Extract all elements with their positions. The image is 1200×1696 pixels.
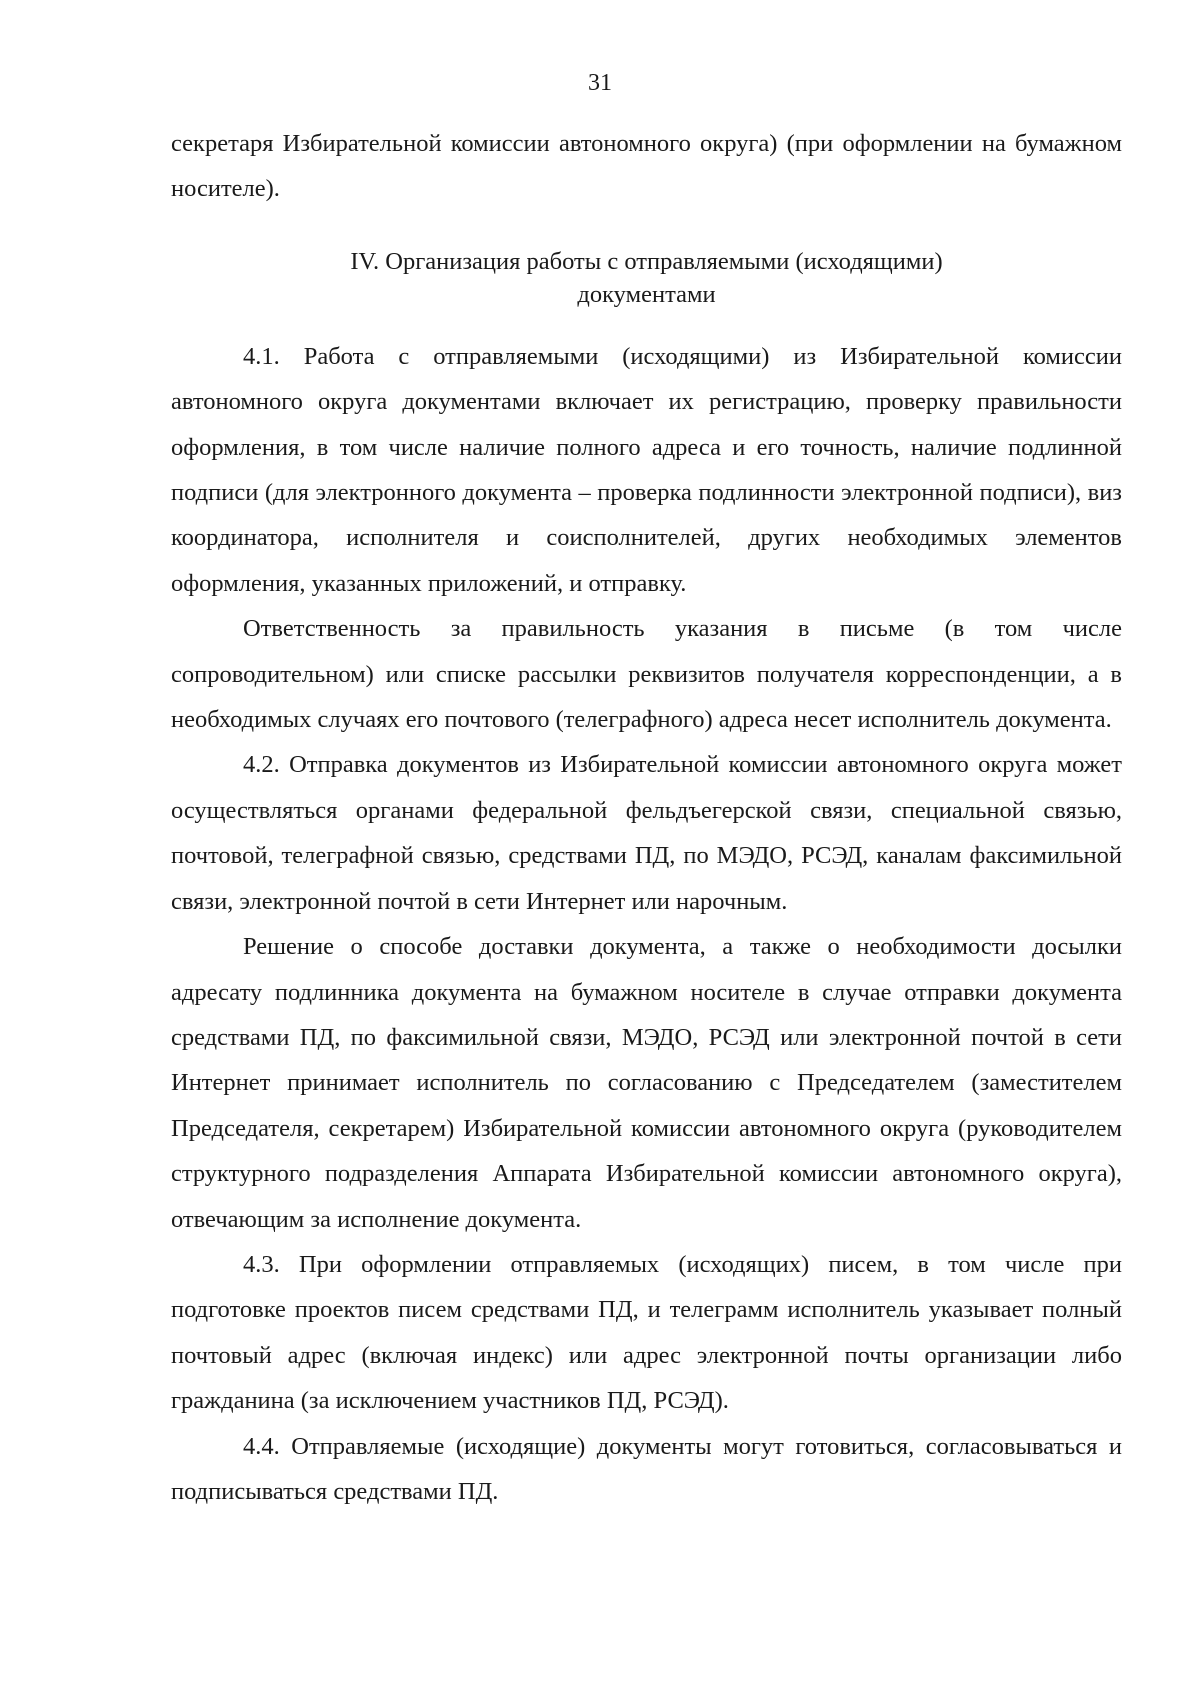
document-body — [171, 121, 1122, 1514]
page-number: 31 — [588, 70, 612, 96]
paragraph-4-3: 4.3. При оформлении отправляемых (исходящих) писем, в том числе при подготовке проектов писем средствами ПД, и телеграмм исполнитель указывает полный почтовый адрес (включая индекс) или адрес электронной почты организации либо гражданина (за исключением участников ПД, РСЭД). — [171, 1250, 1122, 1415]
paragraph-responsibility: Ответственность за правильность указания в письме (в том числе сопроводительном) или списке рассылки реквизитов получателя корреспонденции, а в необходимых случаях его почтового (телеграфного) адреса несет исполнитель документа. — [171, 615, 1122, 734]
section-heading — [171, 245, 1122, 311]
section-heading-line-1: IV. Организация работы с отправляемыми (исходящими) — [350, 247, 943, 275]
paragraph-continuation: секретаря Избирательной комиссии автономного округа) (при оформлении на бумажном носителе). — [171, 130, 1122, 203]
paragraph-delivery-decision: Решение о способе доставки документа, а также о необходимости досылки адресату подлинника документа на бумажном носителе в случае отправки документа средствами ПД, по факсимильной связи, МЭДО, РСЭД или электронной почтой в сети Интернет принимает исполнитель по согласованию с Председателем (заместителем Председателя, секретарем) Избирательной комиссии автономного округа (руководителем структурного подразделения Аппарата Избирательной комиссии автономного округа), отвечающим за исполнение документа. — [171, 933, 1122, 1233]
paragraph-4-4: 4.4. Отправляемые (исходящие) документы могут готовиться, согласовываться и подписываться средствами ПД. — [171, 1432, 1122, 1505]
paragraph-4-1: 4.1. Работа с отправляемыми (исходящими) из Избирательной комиссии автономного округа документами включает их регистрацию, проверку правильности оформления, в том числе наличие полного адреса и его точность, наличие подлинной подписи (для электронного документа – проверка подлинности электронной подписи), виз координатора, исполнителя и соисполнителей, других необходимых элементов оформления, указанных приложений, и отправку. — [171, 342, 1122, 597]
section-heading-line-2: документами — [577, 280, 716, 308]
paragraph-4-2: 4.2. Отправка документов из Избирательной комиссии автономного округа может осуществляться органами федеральной фельдъегерской связи, специальной связью, почтовой, телеграфной связью, средствами ПД, по МЭДО, РСЭД, каналам факсимильной связи, электронной почтой в сети Интернет или нарочным. — [171, 751, 1122, 915]
